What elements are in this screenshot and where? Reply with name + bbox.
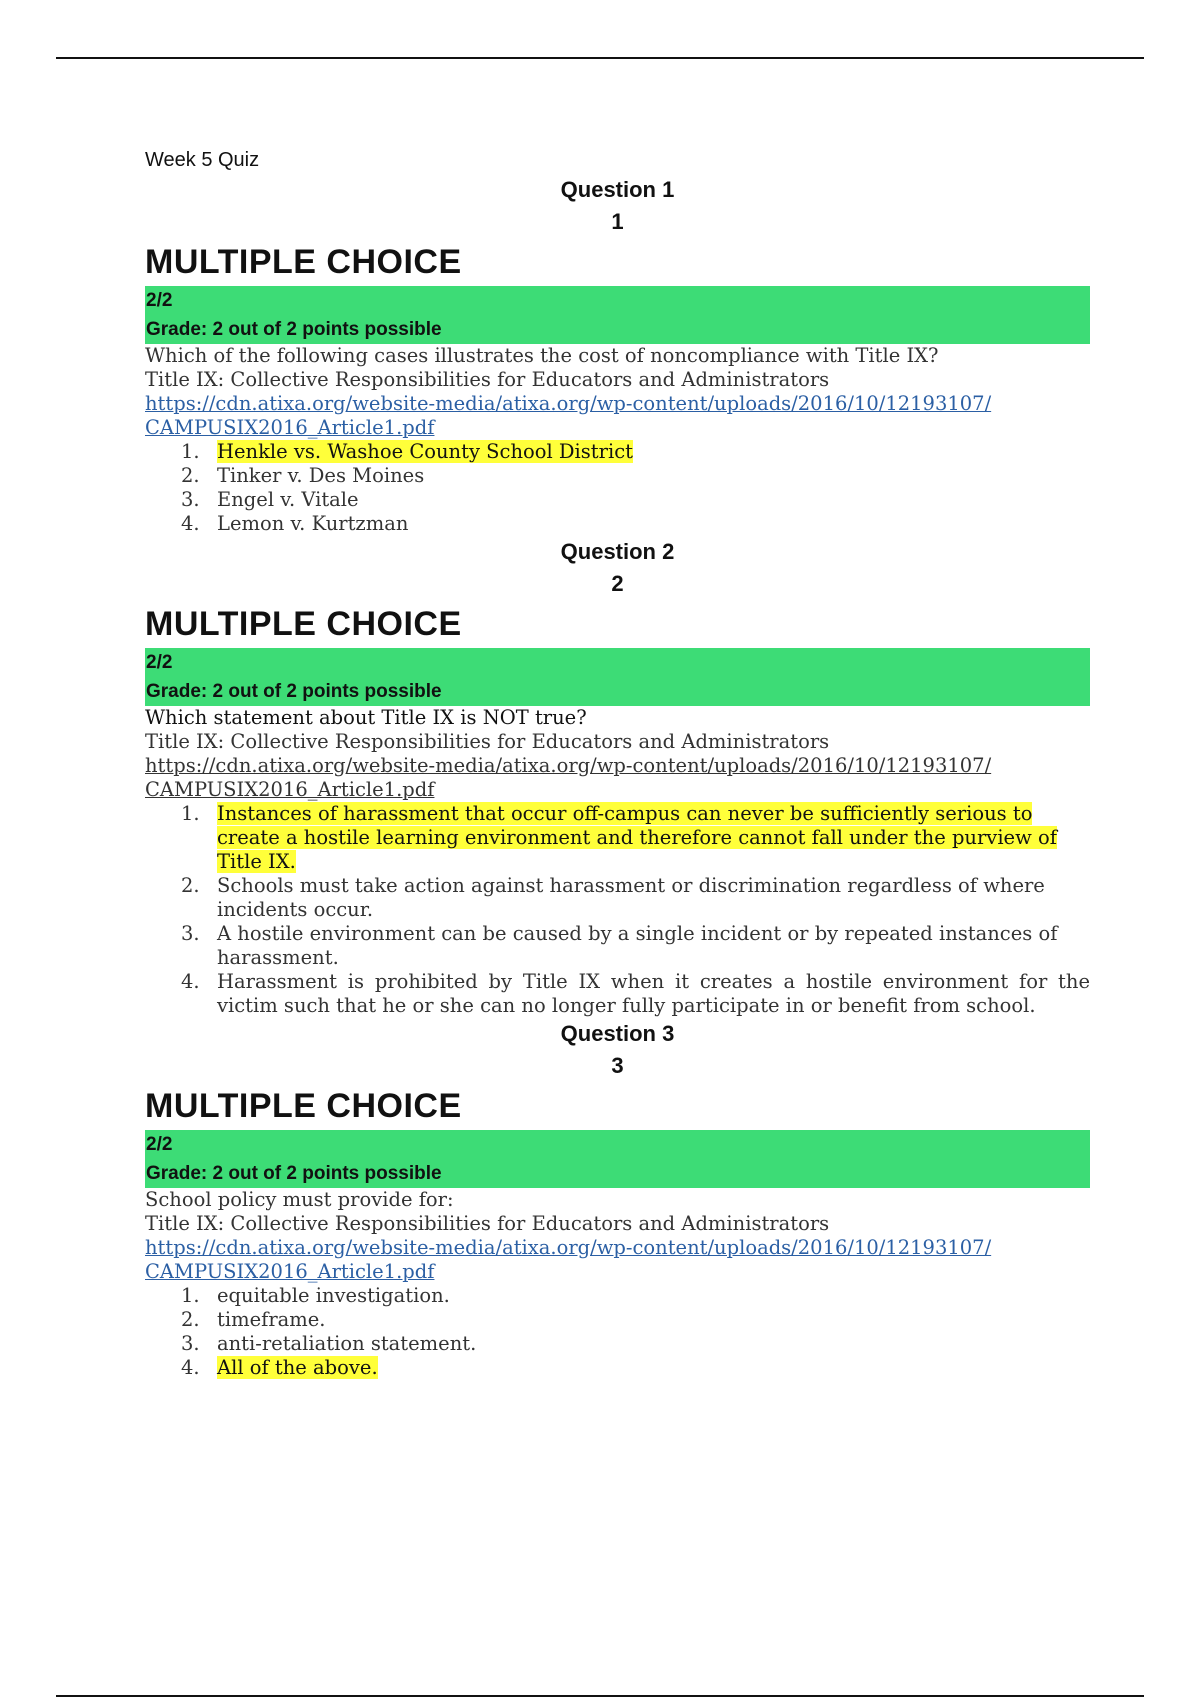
question-block [145,174,1090,536]
answer-number: 3. [181,1332,200,1355]
grade-text: Grade: 2 out of 2 points possible [146,1163,442,1184]
answer-number: 1. [181,1284,200,1307]
source-link[interactable]: https://cdn.atixa.org/website-media/atixa.org/wp-content/uploads/2016/10/12193107/ [145,754,992,777]
source-link[interactable]: https://cdn.atixa.org/website-media/atixa.org/wp-content/uploads/2016/10/12193107/ [145,1236,992,1259]
answer-option [145,464,1090,488]
source-title: Title IX: Collective Responsibilities for Educators and Administrators [145,1212,830,1235]
answer-number: 4. [181,970,200,993]
footer-rule [56,1695,1144,1697]
answer-option [145,512,1090,536]
answer-number: 3. [181,922,200,945]
source-link-continued[interactable]: CAMPUSIX2016_Article1.pdf [145,1260,435,1283]
source-link[interactable]: https://cdn.atixa.org/website-media/atixa.org/wp-content/uploads/2016/10/12193107/ [145,392,992,415]
answer-list [145,802,1090,1018]
answer-text: equitable investigation. [217,1284,450,1307]
answer-number: 4. [181,512,200,535]
answer-number: 2. [181,874,200,897]
answer-text: A hostile environment can be caused by a single incident or by repeated instances of harassment. [217,922,1058,969]
question-type: MULTIPLE CHOICE [145,605,462,643]
answer-text: All of the above. [217,1356,378,1379]
answer-option [145,1332,1090,1356]
answer-number: 2. [181,1308,200,1331]
answer-text: Harassment is prohibited by Title IX when it creates a hostile environment for the victim such that he or she can no longer fully participate in or benefit from school. [217,970,1090,1017]
answer-list [145,440,1090,536]
source-link-continued[interactable]: CAMPUSIX2016_Article1.pdf [145,416,435,439]
answer-number: 4. [181,1356,200,1379]
score: 2/2 [146,1134,173,1155]
answer-option-correct [145,440,1090,464]
answer-number: 1. [181,802,200,825]
answer-text: Lemon v. Kurtzman [217,512,409,535]
question-label: Question 2 [560,539,675,564]
question-prompt: Which statement about Title IX is NOT true? [145,706,587,729]
source-title: Title IX: Collective Responsibilities for Educators and Administrators [145,730,830,753]
question-label: Question 1 [560,177,675,202]
answer-text: anti-retaliation statement. [217,1332,477,1355]
answer-option-correct [145,802,1090,874]
question-prompt: School policy must provide for: [145,1188,454,1211]
grade-banner [145,286,1090,344]
answer-number: 2. [181,464,200,487]
grade-text: Grade: 2 out of 2 points possible [146,319,442,340]
answer-option [145,970,1090,1018]
answer-text: Instances of harassment that occur off-campus can never be sufficiently serious to create a hostile learning environment and therefore cannot fall under the purview of Title IX. [217,802,1057,873]
grade-text: Grade: 2 out of 2 points possible [146,681,442,702]
grade-banner [145,648,1090,706]
grade-banner [145,1130,1090,1188]
question-number: 2 [611,571,624,596]
answer-option [145,1284,1090,1308]
source-link-continued[interactable]: CAMPUSIX2016_Article1.pdf [145,778,435,801]
answer-number: 1. [181,440,200,463]
score: 2/2 [146,652,173,673]
answer-option [145,488,1090,512]
question-number: 3 [611,1053,624,1078]
answer-text: Henkle vs. Washoe County School District [217,440,633,463]
question-type: MULTIPLE CHOICE [145,1087,462,1125]
answer-text: Tinker v. Des Moines [217,464,425,487]
question-label: Question 3 [560,1021,675,1046]
question-block [145,1018,1090,1380]
answer-option [145,1308,1090,1332]
question-type: MULTIPLE CHOICE [145,243,462,281]
source-title: Title IX: Collective Responsibilities for Educators and Administrators [145,368,830,391]
question-block [145,536,1090,1018]
answer-text: timeframe. [217,1308,326,1331]
question-prompt: Which of the following cases illustrates the cost of noncompliance with Title IX? [145,344,939,367]
answer-list [145,1284,1090,1380]
answer-text: Engel v. Vitale [217,488,359,511]
question-number: 1 [611,209,624,234]
answer-option [145,922,1090,970]
answer-text: Schools must take action against harassment or discrimination regardless of where incidents occur. [217,874,1045,921]
document-title: Week 5 Quiz [145,149,260,171]
answer-option-correct [145,1356,1090,1380]
header-rule [56,57,1144,59]
answer-number: 3. [181,488,200,511]
answer-option [145,874,1090,922]
score: 2/2 [146,290,173,311]
document-body [145,146,1090,1380]
